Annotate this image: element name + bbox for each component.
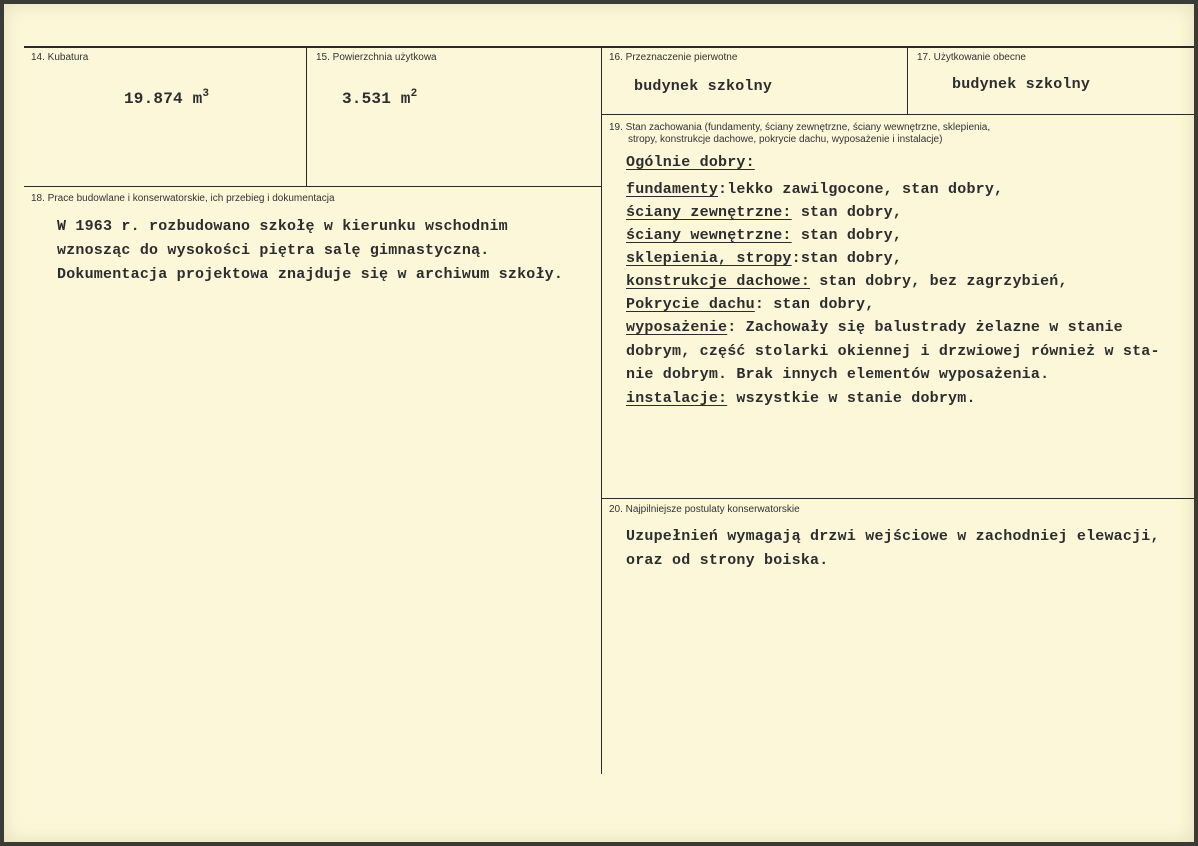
condition-line: sklepienia, stropy:stan dobry, [626, 250, 903, 267]
field20-label: 20. Najpilniejsze postulaty konserwatorskie [609, 504, 800, 515]
condition-line: fundamenty:lekko zawilgocone, stan dobry, [626, 181, 1004, 198]
field17-label: 17. Użytkowanie obecne [917, 52, 1026, 63]
field15-label: 15. Powierzchnia użytkowa [316, 52, 437, 63]
condition-line: dobrym, część stolarki okiennej i drzwiowej również w sta- [626, 343, 1160, 360]
field16-value: budynek szkolny [634, 78, 773, 95]
top-rule [24, 46, 1194, 48]
field18-line: Dokumentacja projektowa znajduje się w archiwum szkoły. [57, 266, 564, 283]
condition-line: Ogólnie dobry: [626, 154, 755, 171]
condition-line: konstrukcje dachowe: stan dobry, bez zagrzybień, [626, 273, 1068, 290]
field20-top-rule [601, 498, 1194, 499]
field19-label: 19. Stan zachowania (fundamenty, ściany zewnętrzne, ściany wewnętrzne, sklepienia, [609, 122, 991, 133]
field15-value: 3.531 $m^2$ [342, 88, 418, 108]
field18-label: 18. Prace budowlane i konserwatorskie, ich przebieg i dokumentacja [31, 193, 335, 204]
divider-main [601, 47, 602, 774]
field18-line: W 1963 r. rozbudowano szkołę w kierunku wschodnim [57, 218, 508, 235]
divider-16-17 [907, 47, 908, 115]
field14-value: 19.874 $m^3$ [124, 88, 210, 108]
condition-line: nie dobrym. Brak innych elementów wyposażenia. [626, 366, 1050, 383]
field14-label: 14. Kubatura [31, 52, 89, 63]
field19-label-cont: stropy, konstrukcje dachowe, pokrycie dachu, wyposażenie i instalacje) [628, 134, 943, 145]
field16-label: 16. Przeznaczenie pierwotne [609, 52, 738, 63]
field18-line: wznosząc do wysokości piętra salę gimnastyczną. [57, 242, 490, 259]
row1-right-bottom-rule [601, 114, 1194, 115]
condition-line: ściany wewnętrzne: stan dobry, [626, 227, 903, 244]
row1-bottom-rule [24, 186, 601, 187]
field17-value: budynek szkolny [952, 76, 1091, 93]
divider-14-15 [306, 47, 307, 187]
field20-line: Uzupełnień wymagają drzwi wejściowe w zachodniej elewacji, [626, 528, 1160, 545]
field20-line: oraz od strony boiska. [626, 552, 829, 569]
condition-line: ściany zewnętrzne: stan dobry, [626, 204, 903, 221]
condition-line: wyposażenie: Zachowały się balustrady żelazne w stanie [626, 319, 1123, 336]
condition-line: Pokrycie dachu: stan dobry, [626, 296, 875, 313]
condition-line: instalacje: wszystkie w stanie dobrym. [626, 390, 976, 407]
record-card [4, 4, 1194, 842]
